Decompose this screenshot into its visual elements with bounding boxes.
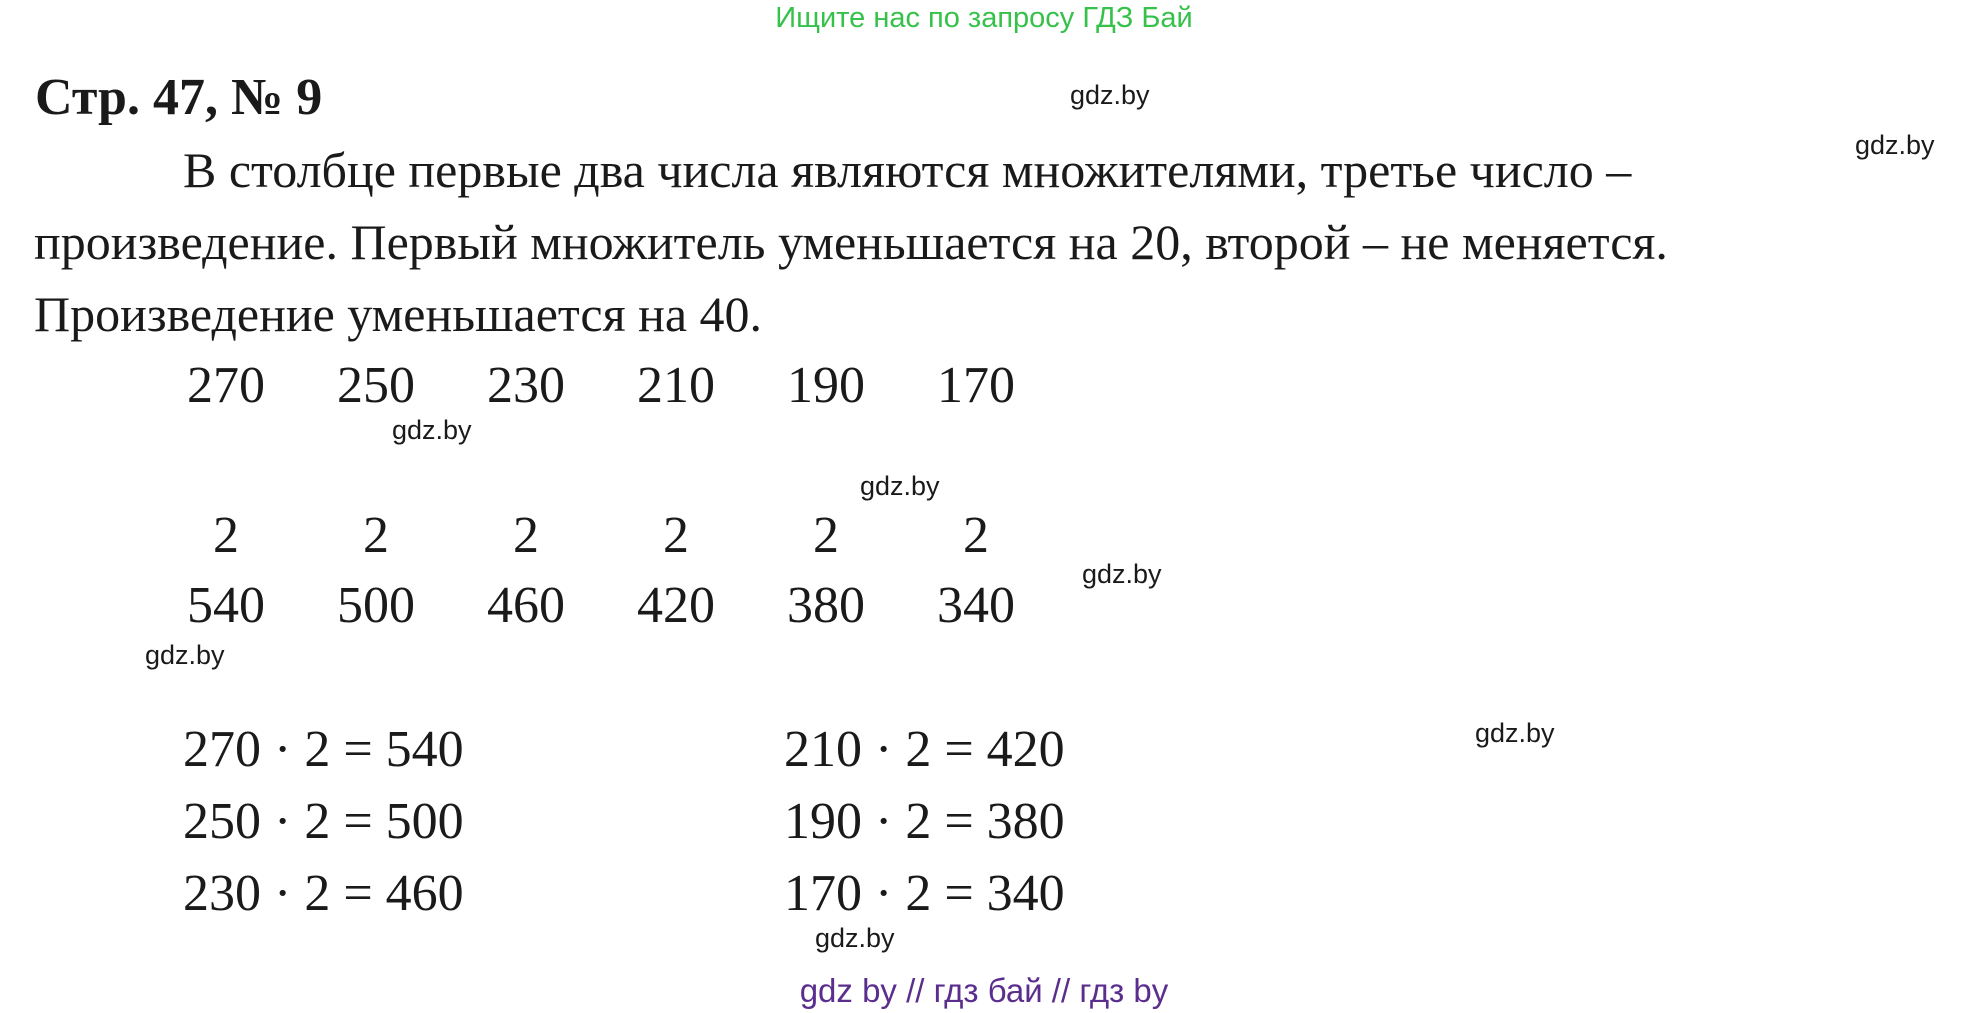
equation-left: 230 · 2 = 460 xyxy=(183,865,464,922)
paragraph-line-1: В столбце первые два числа являются множителями, третье число – xyxy=(183,142,1632,198)
factor-1-cell: 250 xyxy=(337,357,415,414)
watermark-text: gdz.by xyxy=(145,640,225,670)
product-cell: 500 xyxy=(337,577,415,634)
watermark-text: gdz.by xyxy=(815,923,895,953)
paragraph-line-2: произведение. Первый множитель уменьшается на 20, второй – не меняется. xyxy=(34,214,1668,270)
product-cell: 420 xyxy=(637,577,715,634)
factor-2-cell: 2 xyxy=(513,507,539,564)
factor-2-cell: 2 xyxy=(813,507,839,564)
equation-left: 250 · 2 = 500 xyxy=(183,793,464,850)
factor-2-cell: 2 xyxy=(963,507,989,564)
equation-right: 210 · 2 = 420 xyxy=(784,721,1065,778)
factor-1-cell: 230 xyxy=(487,357,565,414)
watermark-text: gdz.by xyxy=(860,471,940,501)
watermark-text: gdz.by xyxy=(1070,80,1150,110)
watermark-text: gdz.by xyxy=(1855,130,1935,160)
watermark-text: gdz.by xyxy=(1475,718,1555,748)
factor-1-cell: 210 xyxy=(637,357,715,414)
paragraph-line-3: Произведение уменьшается на 40. xyxy=(34,286,763,342)
equation-right: 190 · 2 = 380 xyxy=(784,793,1065,850)
page-title: Стр. 47, № 9 xyxy=(35,69,323,126)
product-cell: 460 xyxy=(487,577,565,634)
equation-right: 170 · 2 = 340 xyxy=(784,865,1065,922)
product-cell: 340 xyxy=(937,577,1015,634)
factor-2-cell: 2 xyxy=(663,507,689,564)
product-cell: 540 xyxy=(187,577,265,634)
footer-links: gdz by // гдз бай // гдз by xyxy=(799,972,1169,1009)
watermark-text: gdz.by xyxy=(392,415,472,445)
factor-1-cell: 170 xyxy=(937,357,1015,414)
factor-2-cell: 2 xyxy=(213,507,239,564)
factor-2-cell: 2 xyxy=(363,507,389,564)
product-cell: 380 xyxy=(787,577,865,634)
top-banner: Ищите нас по запросу ГДЗ Бай xyxy=(775,2,1193,34)
equation-left: 270 · 2 = 540 xyxy=(183,721,464,778)
factor-1-cell: 270 xyxy=(187,357,265,414)
factor-1-cell: 190 xyxy=(787,357,865,414)
watermark-text: gdz.by xyxy=(1082,559,1162,589)
